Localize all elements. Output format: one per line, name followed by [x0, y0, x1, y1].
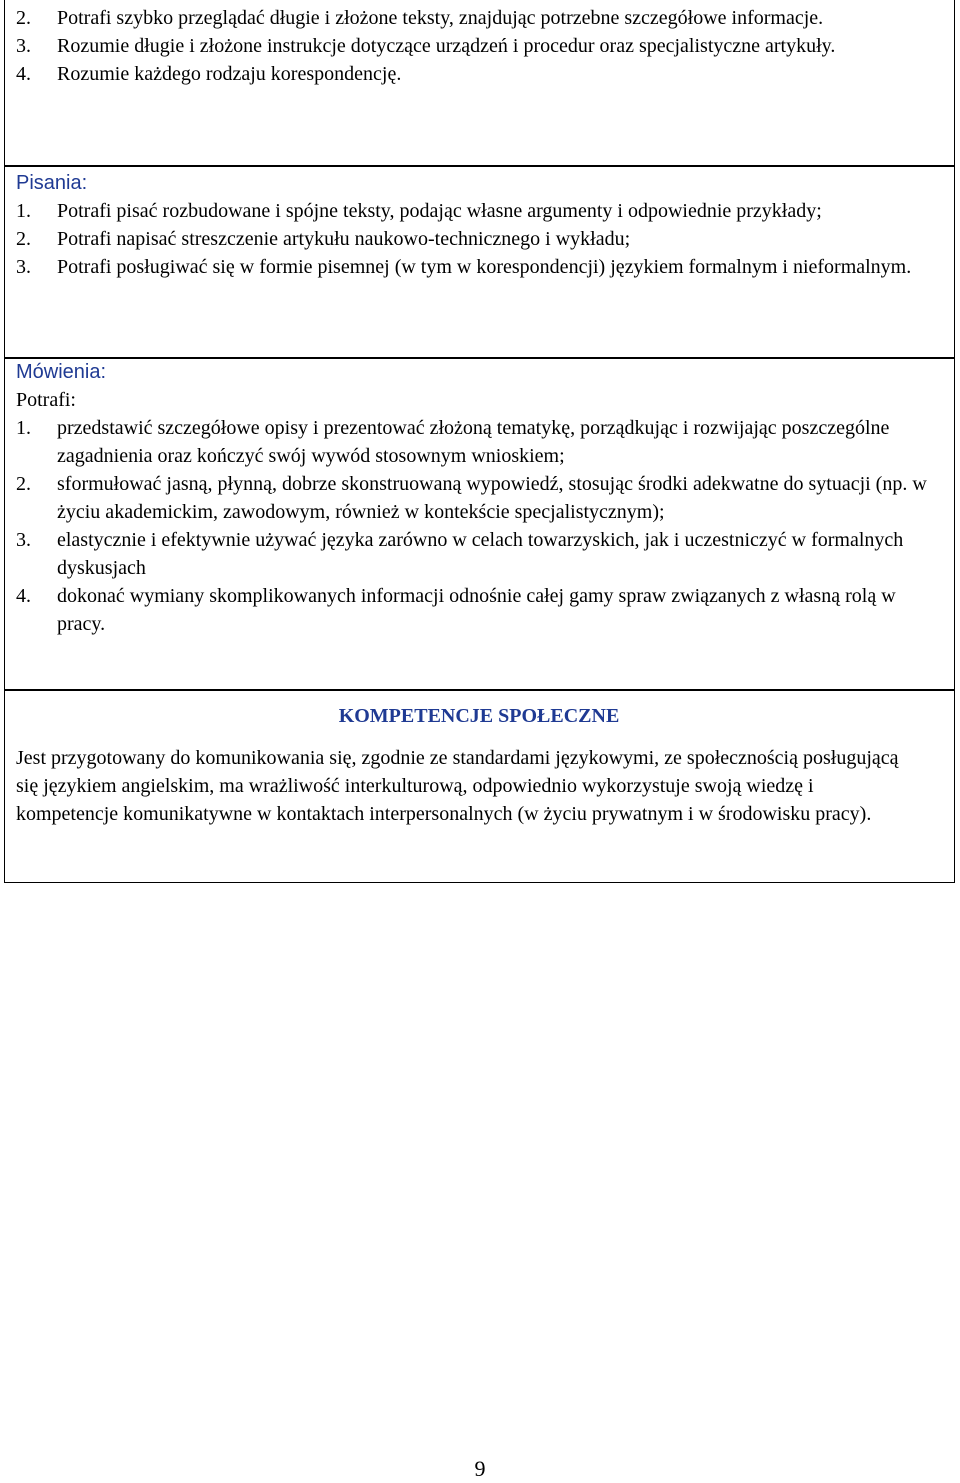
social-competences-title: KOMPETENCJE SPOŁECZNE	[338, 705, 620, 727]
writing-heading: Pisania:	[16, 172, 88, 194]
list-item-number: 1.	[16, 200, 31, 222]
list-item-text: Rozumie długie i złożone instrukcje dotyczące urządzeń i procedur oraz specjalistyczne artykuły.	[57, 35, 836, 57]
list-item-number: 3.	[16, 529, 31, 551]
list-item-number: 4.	[16, 585, 31, 607]
list-item-text: Potrafi pisać rozbudowane i spójne teksty, podając własne argumenty i odpowiednie przykłady;	[57, 200, 822, 222]
list-item-number: 1.	[16, 417, 31, 439]
list-item	[16, 225, 946, 253]
list-item-text: Potrafi szybko przeglądać długie i złożone teksty, znajdując potrzebne szczegółowe informacje.	[57, 7, 824, 29]
speaking-intro: Potrafi:	[16, 389, 76, 411]
list-item-text: Potrafi posługiwać się w formie pisemnej (w tym w korespondencji) językiem formalnym i nieformalnym.	[57, 256, 912, 278]
list-item	[16, 253, 946, 281]
list-item	[16, 414, 946, 470]
social-competences-section	[16, 702, 946, 828]
list-item	[16, 60, 946, 88]
list-item-number: 2.	[16, 228, 31, 250]
list-item-number: 4.	[16, 63, 31, 85]
social-competences-text: Jest przygotowany do komunikowania się, zgodnie ze standardami językowymi, ze społecznością posługującą się językiem angielskim, ma wrażliwość interkulturową, odpowiednio wykorzystuje swoją wiedzę i kompetencje komunikatywne w kontaktach interpersonalnych (w życiu prywatnym i w środowisku pracy).	[16, 747, 899, 825]
list-item-text: elastycznie i efektywnie używać języka zarówno w celach towarzyskich, jak i uczestniczyć w formalnych dyskusjach	[57, 529, 904, 579]
page-number: 9	[474, 1456, 486, 1481]
speaking-skills-section	[16, 358, 946, 638]
list-item	[16, 470, 946, 526]
list-item	[16, 526, 946, 582]
list-item-number: 2.	[16, 473, 31, 495]
list-item-text: Rozumie każdego rodzaju korespondencję.	[57, 63, 402, 85]
reading-skills-list	[16, 4, 946, 88]
list-item-number: 3.	[16, 256, 31, 278]
list-item-number: 2.	[16, 7, 31, 29]
list-item	[16, 582, 946, 638]
list-item	[16, 197, 946, 225]
list-item	[16, 32, 946, 60]
list-item-text: przedstawić szczegółowe opisy i prezentować złożoną tematykę, porządkując i rozwijając poszczególne zagadnienia oraz kończyć swój wywód stosownym wnioskiem;	[57, 417, 890, 467]
list-item-text: Potrafi napisać streszczenie artykułu naukowo-technicznego i wykładu;	[57, 228, 631, 250]
speaking-heading: Mówienia:	[16, 361, 107, 383]
writing-skills-section	[16, 169, 946, 281]
list-item	[16, 4, 946, 32]
list-item-text: dokonać wymiany skomplikowanych informacji odnośnie całej gamy spraw związanych z własną rolą w pracy.	[57, 585, 896, 635]
list-item-number: 3.	[16, 35, 31, 57]
list-item-text: sformułować jasną, płynną, dobrze skonstruowaną wypowiedź, stosując środki adekwatne do sytuacji (np. w życiu akademickim, zawodowym, również w kontekście specjalistycznym);	[57, 473, 927, 523]
